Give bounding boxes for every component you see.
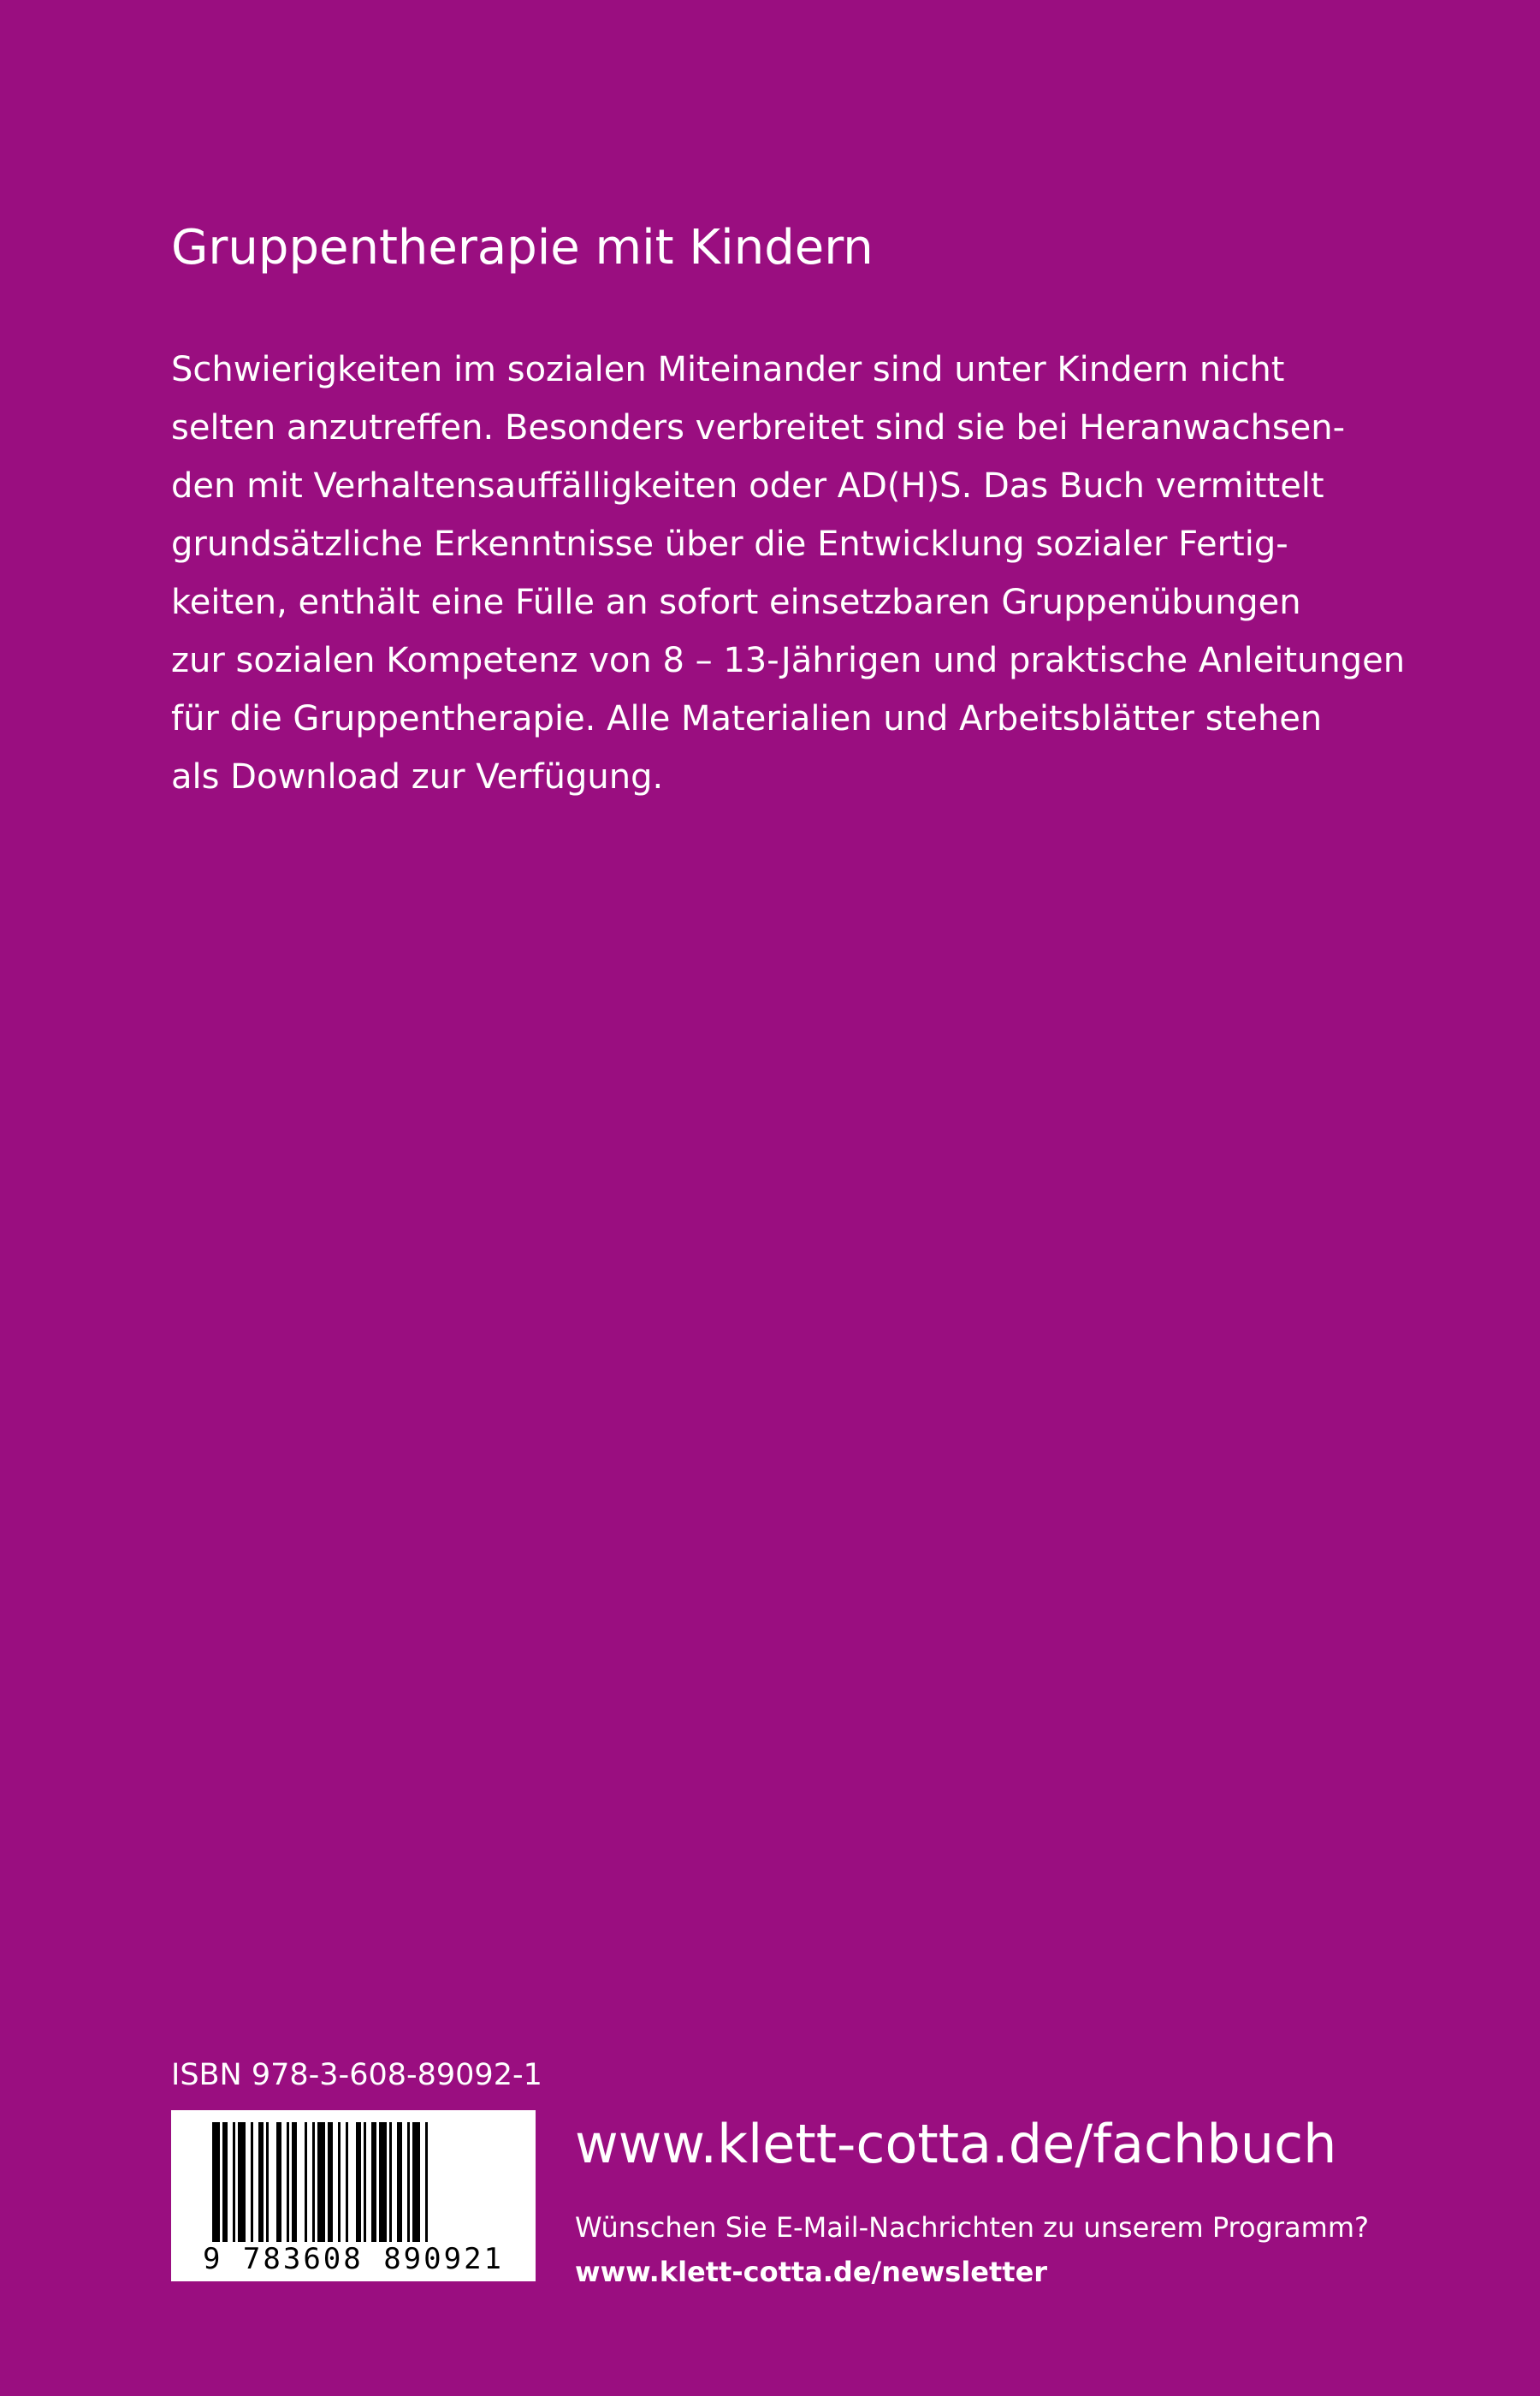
barcode-bar <box>212 2122 220 2242</box>
barcode-bar <box>287 2122 289 2242</box>
barcode-bar <box>233 2122 235 2242</box>
barcode-bar <box>312 2122 315 2242</box>
barcode-bar <box>276 2122 281 2242</box>
website-link[interactable]: www.klett-cotta.de/fachbuch <box>575 2113 1337 2175</box>
blurb-line: selten anzutreffen. Besonders verbreitet sind sie bei Heranwachsen- <box>171 408 1346 448</box>
barcode-bar <box>379 2122 387 2242</box>
barcode-bar <box>412 2122 420 2242</box>
blurb-line: für die Gruppentherapie. Alle Materialien und Arbeitsblätter stehen <box>171 699 1323 738</box>
barcode-bar <box>251 2122 253 2242</box>
blurb-line: den mit Verhaltensauffälligkeiten oder AD(H)S. Das Buch vermittelt <box>171 466 1324 506</box>
newsletter-link[interactable]: www.klett-cotta.de/newsletter <box>575 2256 1048 2288</box>
barcode-bar <box>258 2122 264 2242</box>
blurb-line: als Download zur Verfügung. <box>171 757 664 797</box>
barcode-bar <box>356 2122 361 2242</box>
book-title: Gruppentherapie mit Kindern <box>171 220 874 276</box>
barcode-bar <box>328 2122 333 2242</box>
barcode-bar <box>371 2122 376 2242</box>
barcode <box>171 2110 536 2281</box>
barcode-bar <box>317 2122 325 2242</box>
barcode-bar <box>338 2122 341 2242</box>
barcode-bar <box>238 2122 246 2242</box>
blurb-line: Schwierigkeiten im sozialen Miteinander sind unter Kindern nicht <box>171 350 1285 389</box>
barcode-bar <box>397 2122 402 2242</box>
blurb-text <box>171 341 1406 806</box>
barcode-bar <box>346 2122 348 2242</box>
barcode-bar <box>222 2122 228 2242</box>
barcode-bar <box>389 2122 392 2242</box>
barcode-bar <box>305 2122 307 2242</box>
barcode-bar <box>266 2122 269 2242</box>
isbn-label: ISBN 978-3-608-89092-1 <box>171 2058 542 2092</box>
blurb-line: keiten, enthält eine Fülle an sofort einsetzbaren Gruppenübungen <box>171 583 1301 622</box>
blurb-line: zur sozialen Kompetenz von 8 – 13-Jährigen und praktische Anleitungen <box>171 641 1406 680</box>
blurb-line: grundsätzliche Erkenntnisse über die Entwicklung sozialer Fertig- <box>171 525 1288 564</box>
barcode-bar <box>292 2122 297 2242</box>
barcode-bar <box>364 2122 366 2242</box>
barcode-bar <box>407 2122 410 2242</box>
barcode-digits: 9 783608 890921 <box>202 2242 505 2276</box>
barcode-bar <box>425 2122 428 2242</box>
newsletter-question: Wünschen Sie E-Mail-Nachrichten zu unserem Programm? <box>575 2211 1369 2244</box>
